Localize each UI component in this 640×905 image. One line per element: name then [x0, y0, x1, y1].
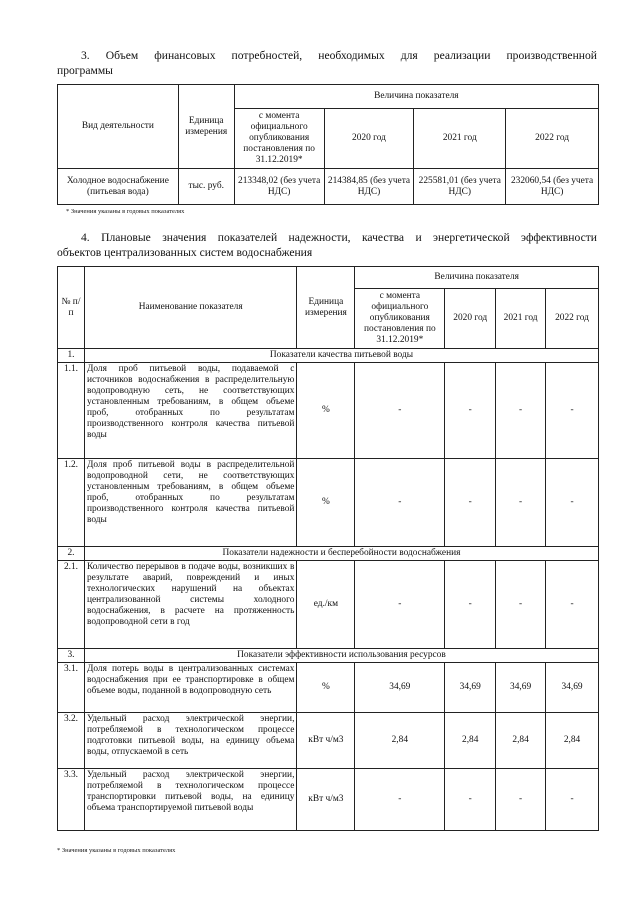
indicator-name: Удельный расход электрической энергии, потребляемой в технологическом процессе транспортировки питьевой воды, на единицу объема транспортируемой питьевой воды	[84, 769, 296, 831]
indicator-name: Удельный расход электрической энергии, потребляемой в технологическом процессе подготовки питьевой воды, на единицу объема воды, отпускаемой в сеть	[84, 713, 296, 769]
col-name-header: Наименование показателя	[84, 267, 296, 349]
y2021-cell: -	[496, 769, 546, 831]
col-2022-header: 2022 год	[506, 109, 599, 169]
y2020-cell: -	[445, 769, 496, 831]
y2022-cell: 232060,54 (без учета НДС)	[506, 169, 599, 205]
col-num-header: № п/п	[58, 267, 85, 349]
y2020-cell: 2,84	[445, 713, 496, 769]
section-title: Показатели надежности и бесперебойности водоснабжения	[84, 547, 598, 561]
since-cell: 213348,02 (без учета НДС)	[234, 169, 324, 205]
section-title: Показатели качества питьевой воды	[84, 349, 598, 363]
section3-heading-line2: программы	[57, 64, 113, 77]
col-activity-header: Вид деятельности	[58, 85, 179, 169]
row-num: 3.2.	[58, 713, 85, 769]
section-num: 3.	[58, 649, 85, 663]
table-row	[58, 663, 599, 713]
section4-footnote: * Значения указаны в годовых показателях	[57, 847, 176, 854]
unit-cell: %	[297, 363, 355, 459]
since-cell: -	[355, 769, 445, 831]
col-2022-header: 2022 год	[546, 289, 599, 349]
unit-cell: %	[297, 459, 355, 547]
indicator-name: Доля проб питьевой воды в распределительной водопроводной сети, не соответствующих установленным требованиям, в общем объеме проб, отобранных по результатам производственного контроля качества питьевой воды	[84, 459, 296, 547]
indicators-table	[57, 266, 599, 831]
y2022-cell: -	[546, 769, 599, 831]
y2020-cell: -	[445, 363, 496, 459]
financial-needs-table	[57, 84, 599, 205]
col-2021-header: 2021 год	[496, 289, 546, 349]
y2022-cell: 2,84	[546, 713, 599, 769]
col-2021-header: 2021 год	[414, 109, 506, 169]
row-num: 3.3.	[58, 769, 85, 831]
section-num: 1.	[58, 349, 85, 363]
indicator-name: Доля потерь воды в централизованных системах водоснабжения при ее транспортировке в общем объеме воды, поданной в водопроводную сеть	[84, 663, 296, 713]
y2021-cell: -	[496, 363, 546, 459]
section-title: Показатели эффективности использования ресурсов	[84, 649, 598, 663]
since-cell: -	[355, 459, 445, 547]
table-row	[58, 363, 599, 459]
section3-footnote: * Значения указаны в годовых показателях	[66, 208, 185, 215]
since-cell: 2,84	[355, 713, 445, 769]
y2021-cell: -	[496, 459, 546, 547]
section-num: 2.	[58, 547, 85, 561]
y2021-cell: -	[496, 561, 546, 649]
col-value-header: Величина показателя	[355, 267, 599, 289]
section-row	[58, 547, 599, 561]
since-cell: -	[355, 363, 445, 459]
y2022-cell: 34,69	[546, 663, 599, 713]
table-row	[58, 713, 599, 769]
section4-heading-line1: 4. Плановые значения показателей надежности, качества и энергетической эффективности	[81, 231, 597, 244]
table-row	[58, 769, 599, 831]
section4-heading-line2: объектов централизованных систем водоснабжения	[57, 246, 313, 259]
y2022-cell: -	[546, 459, 599, 547]
section4-heading	[57, 230, 597, 260]
section3-heading-line1: 3. Объем финансовых потребностей, необходимых для реализации производственной	[81, 49, 597, 62]
y2021-cell: 2,84	[496, 713, 546, 769]
col-since-header: с момента официального опубликования постановления по 31.12.2019*	[234, 109, 324, 169]
unit-cell: тыс. руб.	[178, 169, 234, 205]
y2022-cell: -	[546, 561, 599, 649]
y2020-cell: -	[445, 561, 496, 649]
activity-cell: Холодное водоснабжение (питьевая вода)	[58, 169, 179, 205]
row-num: 1.2.	[58, 459, 85, 547]
unit-cell: кВт ч/м3	[297, 713, 355, 769]
section-row	[58, 649, 599, 663]
col-unit-header: Единица измерения	[297, 267, 355, 349]
y2020-cell: -	[445, 459, 496, 547]
y2022-cell: -	[546, 363, 599, 459]
since-cell: -	[355, 561, 445, 649]
col-since-header: с момента официального опубликования постановления по 31.12.2019*	[355, 289, 445, 349]
y2021-cell: 225581,01 (без учета НДС)	[414, 169, 506, 205]
unit-cell: кВт ч/м3	[297, 769, 355, 831]
section3-heading	[57, 48, 597, 78]
table-row	[58, 561, 599, 649]
row-num: 2.1.	[58, 561, 85, 649]
row-num: 3.1.	[58, 663, 85, 713]
row-num: 1.1.	[58, 363, 85, 459]
y2020-cell: 214384,85 (без учета НДС)	[324, 169, 414, 205]
table-row	[58, 459, 599, 547]
unit-cell: ед./км	[297, 561, 355, 649]
indicator-name: Доля проб питьевой воды, подаваемой с источников водоснабжения в распределительную водопроводную сеть, не соответствующих установленным требованиям, в общем объеме проб, отобранных по результатам производственного контроля качества питьевой воды	[84, 363, 296, 459]
indicator-name: Количество перерывов в подаче воды, возникших в результате аварий, повреждений и иных технологических нарушений на объектах централизованной системы холодного водоснабжения, в расчете на протяженность водопроводной сети в год	[84, 561, 296, 649]
col-2020-header: 2020 год	[445, 289, 496, 349]
y2021-cell: 34,69	[496, 663, 546, 713]
col-value-header: Величина показателя	[234, 85, 598, 109]
section-row	[58, 349, 599, 363]
since-cell: 34,69	[355, 663, 445, 713]
col-unit-header: Единица измерения	[178, 85, 234, 169]
y2020-cell: 34,69	[445, 663, 496, 713]
table-row	[58, 169, 599, 205]
col-2020-header: 2020 год	[324, 109, 414, 169]
unit-cell: %	[297, 663, 355, 713]
